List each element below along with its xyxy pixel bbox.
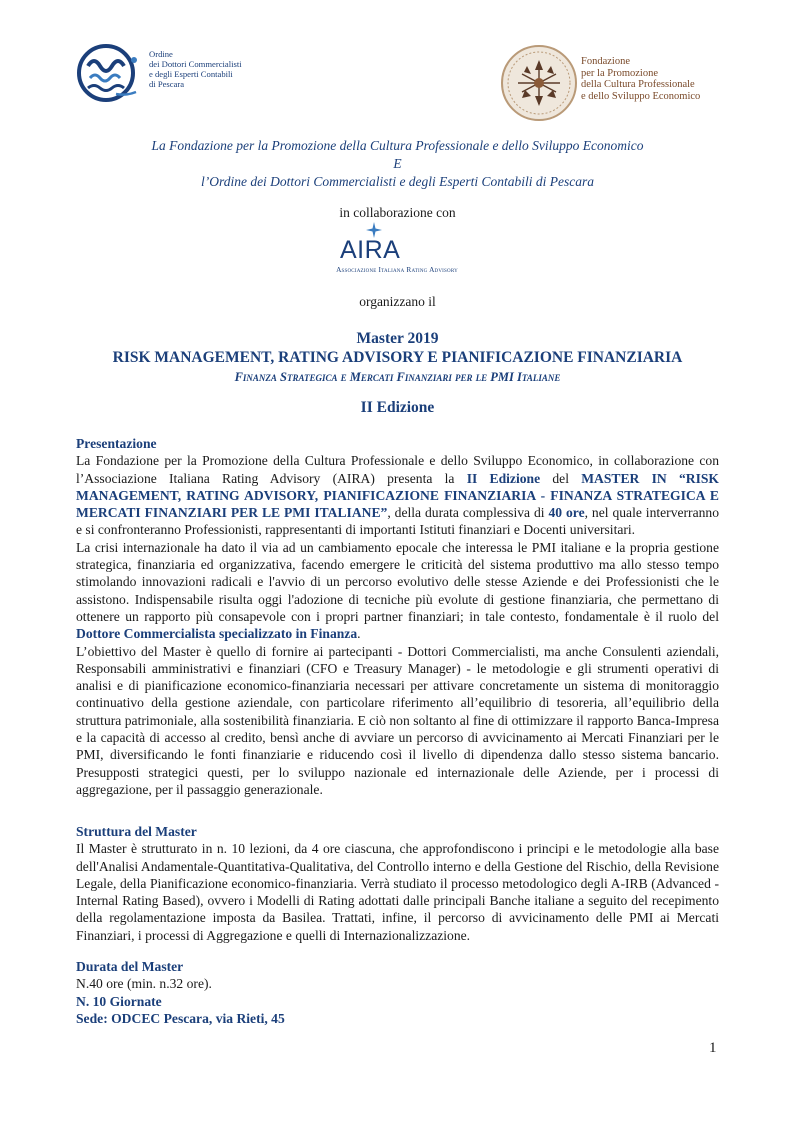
text-span: . — [357, 626, 361, 642]
edition-label: II Edizione — [360, 399, 435, 416]
left-org-line: Ordine — [149, 49, 173, 59]
struttura-heading: Struttura del Master — [76, 824, 197, 839]
struttura-paragraph: Il Master è strutturato in n. 10 lezioni, da 4 ore ciascuna, che approfondiscono i principi e le metodologie alla base dell'Analisi Andamentale-Quantitativa-Qualitativa, del Controllo interno e della Gestione del Rischio, della Revisione Legale, della Pianificazione economico-finanziaria. Verrà studiato il processo metodologico degli A-IRB (Advanced - Internal Rating Based), ovvero i Modelli di Rating adottati dalle principali Banche italiane a seguito del recepimento della regolamentazione imposta da Basilea. Trattati, infine, il percorso di avvicinamento delle PMI ai Mercati Finanziari, i processi di Aggregazione e quelli di Internazionalizzazione. — [76, 841, 719, 943]
presentazione-section — [76, 435, 719, 798]
durata-days: N. 10 Giornate — [76, 993, 162, 1009]
right-org-line: per la Promozione — [581, 67, 658, 79]
organize-text: organizzano il — [359, 294, 436, 309]
durata-hours: N.40 ore (min. n.32 ore). — [76, 976, 212, 992]
struttura-section — [76, 823, 719, 944]
left-org-line: e degli Esperti Contabili — [149, 69, 233, 79]
aira-logo — [312, 222, 482, 278]
text-span: , della durata complessiva di — [387, 505, 549, 521]
text-span: La Fondazione per la Promozione della Cultura Professionale e dello Sviluppo Economico, in collaborazione con l’Associazione Italiana Rating Advisory (AIRA) presenta la — [76, 453, 719, 486]
durata-section — [76, 958, 719, 1027]
master-subtitle: Finanza Strategica e Mercati Finanziari per le PMI Italiane — [234, 370, 561, 384]
durata-heading: Durata del Master — [76, 959, 184, 974]
odcec-emblem-icon — [76, 44, 146, 102]
left-org-line: dei Dottori Commercialisti — [149, 59, 242, 69]
left-org-line: di Pescara — [149, 79, 185, 89]
presentazione-paragraph-2 — [76, 539, 719, 643]
master-main-title: RISK MANAGEMENT, RATING ADVISORY E PIANIFICAZIONE FINANZIARIA — [112, 349, 683, 366]
role-highlight: Dottore Commercialista specializzato in Finanza — [76, 626, 358, 642]
right-org-line: della Cultura Professionale — [581, 79, 695, 90]
master-name-highlight: MASTER IN “RISK MANAGEMENT, RATING ADVISORY, PIANIFICAZIONE FINANZIARIA - FINANZA STRATEGICA E MERCATI FINANZIARI PER LE PMI ITALIANE” — [76, 470, 719, 521]
master-year: Master 2019 — [356, 330, 439, 347]
presentazione-paragraph-3: L’obiettivo del Master è quello di fornire ai partecipanti - Dottori Commercialisti, ma anche Consulenti aziendali, Responsabili amministrativi e finanziari (CFO e Treasury Manager) - le metodologie e gli strumenti operativi di analisi e di pianificazione economico-finanziaria necessari per attivare concretamente un sistema di monitoraggio continuativo della gestione aziendale, con particolare riferimento all’equilibrio di tesoreria, all’equilibrio della struttura patrimoniale, alla sostenibilità finanziaria. E ciò non soltanto al fine di ottimizzare il rapporto Banca-Impresa e la capacità di accesso al credito, bensì anche di avviare un percorso di avvicinamento ai Mercati Finanziari per le PMI, diversificando le fonti finanziarie e riducendo così il livello di dipendenza dallo stesso sistema bancario. Presupposti strategici questi, per lo sviluppo nazionale ed internazionale delle Aziende, per i processi di aggregazione, per il passaggio generazionale. — [76, 643, 719, 797]
text-span: La crisi internazionale ha dato il via ad un cambiamento epocale che interessa le PMI italiane e la propria gestione strategica, finanziaria ed organizzativa, facendo emergere le criticità del sistema produttivo ma allo stesso tempo stimolando innovazioni radicali e l'avvio di un percorso evolutivo delle stesse Aziende e dei Professionisti che le assistono. Indispensabile risulta oggi l'adozione di tecniche più evolute di gestione finanziaria, che permettano di ottenere un rapporto più consapevole con i propri partner finanziari; in tale contesto, fondamentale è il ruolo del — [76, 539, 719, 624]
edition-highlight: II Edizione — [466, 470, 541, 486]
aira-wordmark: AIRA — [340, 236, 401, 264]
odcec-pescara-logo — [76, 44, 266, 104]
page-number: 1 — [709, 1040, 717, 1056]
durata-venue: Sede: ODCEC Pescara, via Rieti, 45 — [76, 1010, 285, 1026]
right-org-line: Fondazione — [581, 56, 630, 67]
intro-line-3: l’Ordine dei Dottori Commercialisti e degli Esperti Contabili di Pescara — [200, 174, 595, 189]
collab-text: in collaborazione con — [339, 205, 456, 220]
hours-highlight: 40 ore — [548, 505, 585, 521]
right-org-line: e dello Sviluppo Economico — [581, 90, 701, 102]
aira-subtitle: Associazione Italiana Rating Advisory — [336, 265, 458, 274]
intro-line-1: La Fondazione per la Promozione della Cultura Professionale e dello Sviluppo Economico — [151, 138, 644, 153]
presentazione-paragraph-1 — [76, 452, 719, 538]
text-span: del — [540, 470, 582, 486]
presentazione-heading: Presentazione — [76, 436, 157, 451]
intro-line-2: E — [393, 156, 402, 171]
text-span: , nel quale interverranno e si confronteranno Professionisti, rappresentanti di importanti Istituti finanziari e Docenti universitari. — [76, 505, 720, 538]
fondazione-logo — [500, 44, 730, 124]
fondazione-seal-icon — [500, 44, 578, 122]
